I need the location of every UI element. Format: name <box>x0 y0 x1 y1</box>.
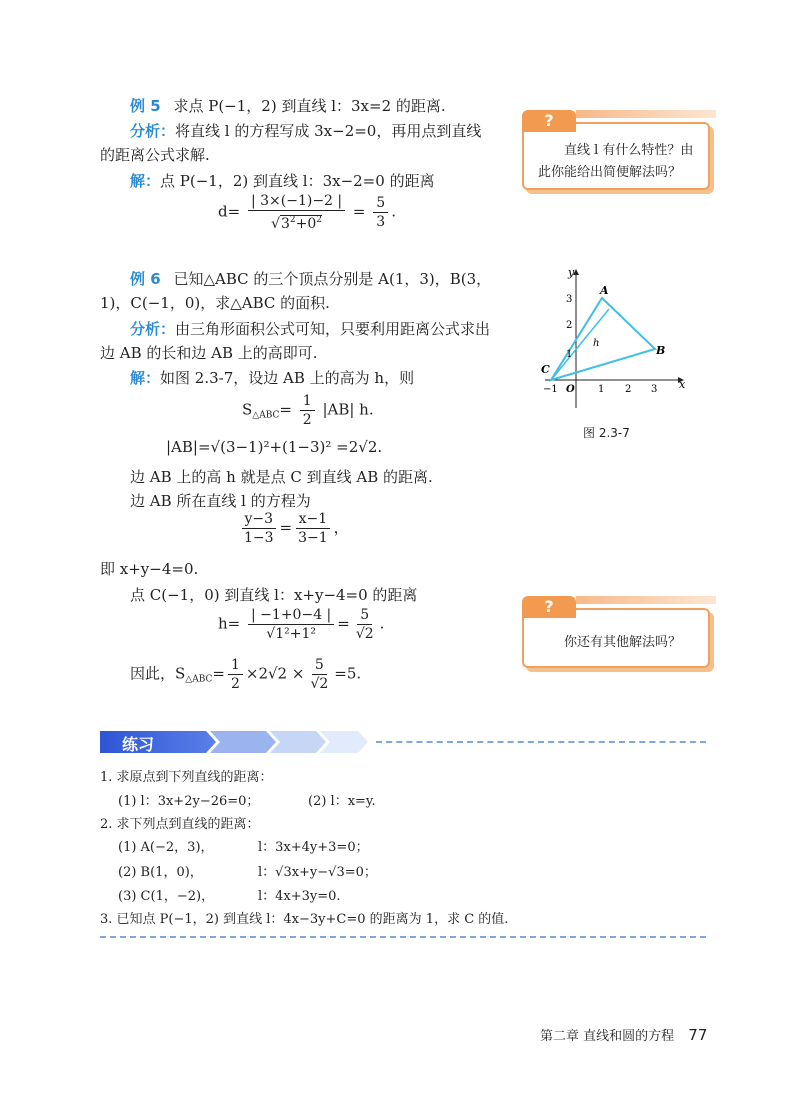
eq-tail: ， <box>333 518 349 537</box>
exercise-q2-1-point: (1) A(−2，3)， <box>118 840 214 855</box>
h-result <box>353 606 377 643</box>
tick-x-2: 2 <box>625 384 632 395</box>
h-lhs: h= <box>218 614 241 633</box>
area-half-den: 2 <box>302 412 312 428</box>
header-dashed-rule <box>376 741 706 743</box>
hint-1-line1: 直线 l 有什么特性？由 <box>564 143 694 158</box>
example5-statement-line <box>130 95 446 116</box>
example6-solution-text: 如图 2.3-7，设边 AB 上的高为 h，则 <box>160 369 415 387</box>
ab-length-formula: |AB|=√(3−1)²+(1−3)² =2√2. <box>166 438 383 456</box>
formula-eq: = <box>352 202 366 221</box>
den-exp: 2 <box>289 215 296 225</box>
example5-analysis <box>130 120 481 141</box>
footer-dashed-rule <box>100 936 706 938</box>
question-mark-icon-2: ? <box>522 596 576 618</box>
example6-statement-line1 <box>130 268 491 289</box>
formula-denominator: $√3^2+0^2$ <box>271 215 323 232</box>
example6-analysis <box>130 318 490 339</box>
formula-tail: . <box>391 202 396 221</box>
formula-numerator: | 3×(−1)−2 | <box>248 192 345 211</box>
example5-solution-label: 解： <box>130 172 161 190</box>
question-mark-icon: ? <box>522 110 576 132</box>
formula-result <box>373 194 388 231</box>
example5-statement: 求点 P(−1，2) 到直线 l：3x=2 的距离. <box>173 97 446 115</box>
vertex-a-label: A <box>600 284 609 297</box>
origin-label: O <box>566 384 575 395</box>
den-exp-2: 2 <box>316 215 323 225</box>
line-equation-result: 即 x+y−4=0. <box>100 560 199 578</box>
h-eq: = <box>337 614 350 633</box>
example6-solution-label: 解： <box>130 369 161 387</box>
example6-analysis-line2: 边 AB 的长和边 AB 上的高即可. <box>100 344 318 362</box>
page-footer <box>540 1025 707 1044</box>
point-c-distance-intro: 点 C(−1，0) 到直线 l：x+y−4=0 的距离 <box>130 586 418 604</box>
hint-box-1 <box>522 111 710 190</box>
tick-y-3: 3 <box>566 294 573 305</box>
area-lhs: S <box>242 400 253 419</box>
example5-analysis-line2: 的距离公式求解. <box>100 146 210 164</box>
exercise-q2-2-line: l：√3x+y−√3=0； <box>258 865 377 880</box>
area-formula <box>242 392 374 429</box>
exercise-title: 练习 <box>122 735 155 754</box>
exercise-q1-a: (1) l：3x+2y−26=0； <box>118 794 260 809</box>
example6-statement2: 1)，C(−1，0)，求△ABC 的面积. <box>100 294 330 312</box>
h-fraction <box>248 606 334 643</box>
example6-analysis-label: 分析： <box>130 320 176 338</box>
conclusion-half-den: 2 <box>230 676 240 692</box>
conclusion-prefix: 因此，S <box>130 664 186 683</box>
exercise-q2-3-point: (3) C(1，−2)， <box>118 889 215 904</box>
den-plus: +0 <box>295 216 317 232</box>
formula-fraction <box>248 192 345 233</box>
eq-right-fraction <box>295 510 331 547</box>
chapter-title: 第二章 直线和圆的方程 <box>540 1029 675 1044</box>
area-eq: = <box>279 400 292 419</box>
conclusion-sub: △ABC <box>185 674 213 685</box>
example5-analysis-label: 分析： <box>130 122 176 140</box>
example5-solution-text: 点 P(−1，2) 到直线 l：3x−2=0 的距离 <box>160 172 435 190</box>
vertex-b-label: B <box>656 344 666 357</box>
page-number: 77 <box>688 1026 708 1044</box>
exercise-q3: 3. 已知点 P(−1，2) 到直线 l：4x−3y+C=0 的距离为 1，求 C 的值. <box>100 912 509 927</box>
conclusion-frac-num: 5 <box>312 656 327 675</box>
h-result-num: 5 <box>357 606 372 625</box>
h-tail: . <box>379 614 385 633</box>
exercise-q2-3-line: l：4x+3y=0. <box>258 889 341 904</box>
formula-lhs: d= <box>218 202 241 221</box>
result-denominator: 3 <box>376 214 386 230</box>
example6-analysis-line1: 由三角形面积公式可知，只要利用距离公式求出 <box>175 320 491 338</box>
hint-2-text: 你还有其他解法吗？ <box>564 635 682 650</box>
figure-caption: 图 2.3-7 <box>583 426 630 440</box>
triangle-abc <box>551 298 655 380</box>
conclusion-tail: =5. <box>334 664 362 683</box>
height-formula <box>218 606 384 643</box>
line-equation-intro: 边 AB 所在直线 l 的方程为 <box>130 492 311 510</box>
area-half <box>300 392 315 429</box>
hint-1-text <box>538 140 698 184</box>
tick-x-3: 3 <box>651 384 658 395</box>
conclusion-mid: ×2√2 × <box>245 664 305 683</box>
eq-right-num: x−1 <box>296 510 331 529</box>
h-num: | −1+0−4 | <box>248 606 334 625</box>
hint-1-line2: 此你能给出简便解法吗？ <box>538 165 682 180</box>
h-den: √1²+1² <box>266 626 316 642</box>
eq-left-fraction <box>241 510 277 547</box>
example6-solution <box>130 367 414 388</box>
example5-solution <box>130 170 435 191</box>
hint-box-2 <box>522 597 710 668</box>
triangle-figure <box>535 262 695 412</box>
conclusion-frac-den: √2 <box>310 676 329 692</box>
exercise-q1-b: (2) l：x=y. <box>308 794 376 809</box>
exercise-q2: 2. 求下列点到直线的距离： <box>100 817 260 832</box>
example5-distance-formula <box>218 192 396 233</box>
vertex-c-label: C <box>541 363 550 376</box>
eq-eq: = <box>279 518 293 537</box>
area-rhs: |AB| h. <box>322 400 374 419</box>
height-statement: 边 AB 上的高 h 就是点 C 到直线 AB 的距离. <box>130 468 433 486</box>
tick-y-1: 1 <box>566 349 573 360</box>
eq-left-den: 1−3 <box>244 530 274 546</box>
eq-left-num: y−3 <box>242 510 277 529</box>
tick-y-2: 2 <box>566 320 573 331</box>
result-numerator: 5 <box>373 194 388 213</box>
h-result-den: √2 <box>355 626 374 642</box>
tick-x-1: 1 <box>598 384 605 395</box>
tick-x-neg1: −1 <box>543 384 558 395</box>
area-half-num: 1 <box>300 392 315 411</box>
conclusion-half-num: 1 <box>228 656 243 675</box>
exercise-q2-2-point: (2) B(1，0)， <box>118 865 203 880</box>
example6-statement1: 已知△ABC 的三个顶点分别是 A(1，3)，B(3， <box>173 270 492 288</box>
exercise-q2-1-line: l：3x+4y+3=0； <box>258 840 369 855</box>
exercise-q1: 1. 求原点到下列直线的距离： <box>100 770 273 785</box>
conclusion-eq: = <box>212 664 225 683</box>
exercise-header-bar <box>100 731 370 753</box>
height-label: h <box>593 338 600 349</box>
area-conclusion <box>130 656 361 693</box>
area-sub: △ABC <box>252 410 280 421</box>
example5-analysis-line1: 将直线 l 的方程写成 3x−2=0，再用点到直线 <box>175 122 482 140</box>
conclusion-fraction <box>307 656 331 693</box>
eq-right-den: 3−1 <box>298 530 328 546</box>
height-line <box>551 309 609 380</box>
two-point-equation <box>238 510 349 547</box>
example6-label: 例 6 <box>130 270 161 288</box>
den-base: 3 <box>280 216 290 232</box>
y-axis-label: y <box>568 266 575 279</box>
example5-label: 例 5 <box>130 97 161 115</box>
x-axis-label: x <box>679 378 686 391</box>
conclusion-half <box>228 656 243 693</box>
